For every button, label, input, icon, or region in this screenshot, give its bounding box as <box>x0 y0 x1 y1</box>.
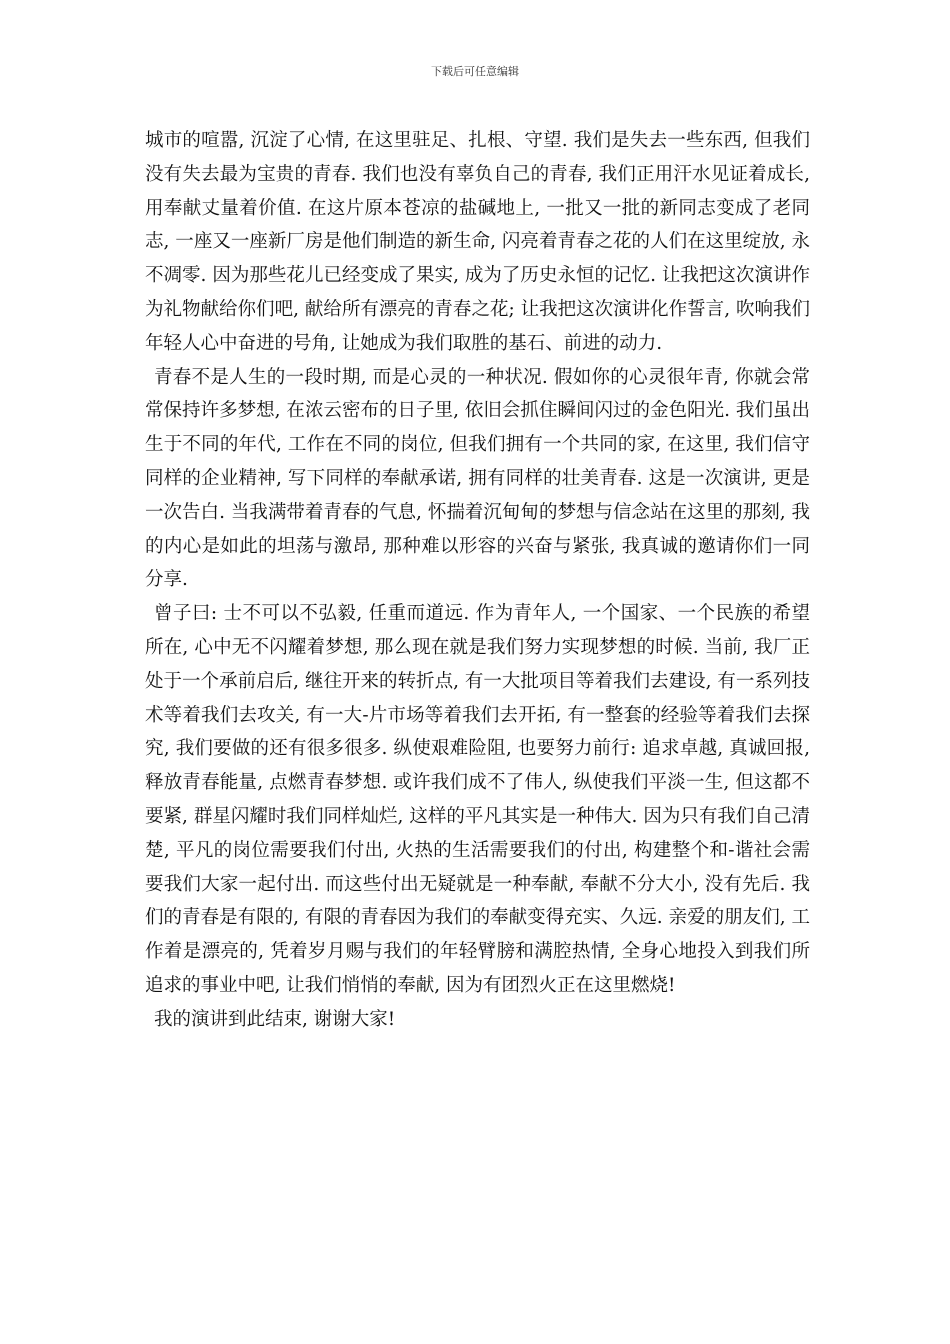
paragraph-4: 我的演讲到此结束, 谢谢大家! <box>154 1008 396 1030</box>
document-body <box>145 124 810 1037</box>
paragraph-1: 城市的喧嚣, 沉淀了心情, 在这里驻足、扎根、守望. 我们是失去一些东西, 但我们没有失去最为宝贵的青春. 我们也没有辜负自己的青春, 我们正用汗水见证着成长, 用奉献丈量着价值. 在这片原本苍凉的盐碱地上, 一批又一批的新同志变成了老同志, 一座又一座新厂房是他们制造的新生命, 闪亮着青春之花的人们在这里绽放, 永不凋零. 因为那些花儿已经变成了果实, 成为了历史永恒的记忆. 让我把这次演讲作为礼物献给你们吧, 献给所有漂亮的青春之花; 让我把这次演讲化作誓言, 吹响我们年轻人心中奋进的号角, 让她成为我们取胜的基石、前进的动力. <box>145 130 810 354</box>
page-header: 下载后可任意编辑 <box>431 65 519 78</box>
paragraph-3: 曾子曰: 士不可以不弘毅, 任重而道远. 作为青年人, 一个国家、一个民族的希望所在, 心中无不闪耀着梦想, 那么现在就是我们努力实现梦想的时候. 当前, 我厂正处于一个承前启后, 继往开来的转折点, 有一大批项目等着我们去建设, 有一系列技术等着我们去攻关, 有一大-片市场等着我们去开拓, 有一整套的经验等着我们去探究, 我们要做的还有很多很多. 纵使艰难险阻, 也要努力前行: 追求卓越, 真诚回报, 释放青春能量, 点燃青春梦想. 或许我们成不了伟人, 纵使我们平淡一生, 但这都不要紧, 群星闪耀时我们同样灿烂, 这样的平凡其实是一种伟大. 因为只有我们自己清楚, 平凡的岗位需要我们付出, 火热的生活需要我们的付出, 构建整个和-谐社会需要我们大家一起付出. 而这些付出无疑就是一种奉献, 奉献不分大小, 没有先后. 我们的青春是有限的, 有限的青春因为我们的奉献变得充实、久远. 亲爱的朋友们, 工作着是漂亮的, 凭着岁月赐与我们的年轻臂膀和满腔热情, 全身心地投入到我们所追求的事业中吧, 让我们悄悄的奉献, 因为有团烈火正在这里燃烧! <box>145 603 810 996</box>
paragraph-2: 青春不是人生的一段时期, 而是心灵的一种状况. 假如你的心灵很年青, 你就会常常保持许多梦想, 在浓云密布的日子里, 依旧会抓住瞬间闪过的金色阳光. 我们虽出生于不同的年代, 工作在不同的岗位, 但我们拥有一个共同的家, 在这里, 我们信守同样的企业精神, 写下同样的奉献承诺, 拥有同样的壮美青春. 这是一次演讲, 更是一次告白. 当我满带着青春的气息, 怀揣着沉甸甸的梦想与信念站在这里的那刻, 我的内心是如此的坦荡与激昂, 那种难以形容的兴奋与紧张, 我真诚的邀请你们一同分享. <box>145 366 810 591</box>
